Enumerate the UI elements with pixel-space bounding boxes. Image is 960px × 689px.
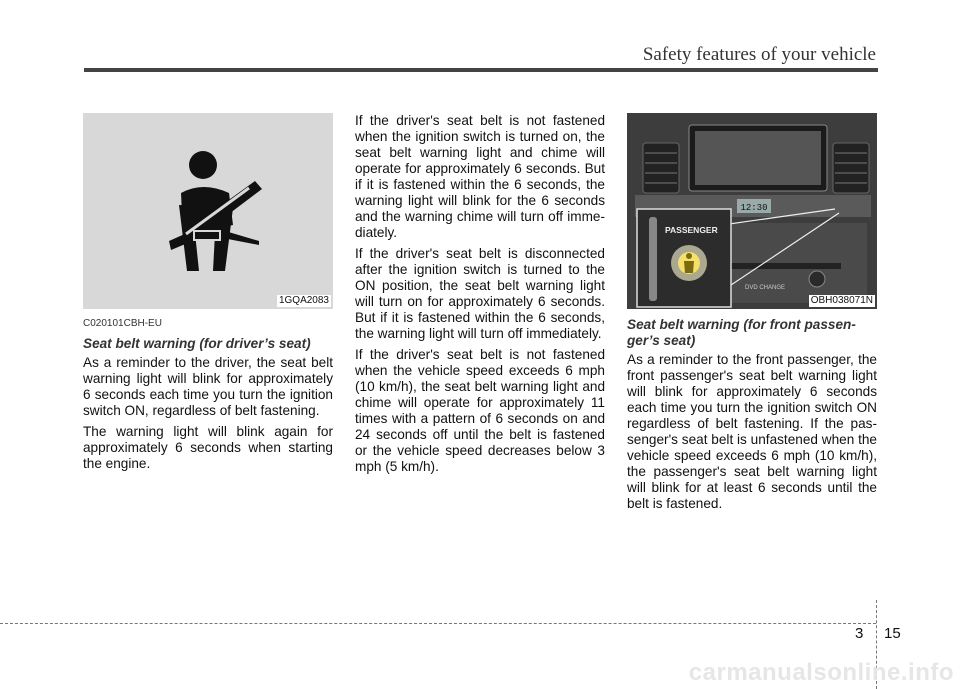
passenger-warning-figure xyxy=(627,113,877,309)
seatbelt-warning-figure xyxy=(83,113,333,309)
seatbelt-warning-icon xyxy=(83,113,333,309)
column-2 xyxy=(355,113,605,480)
paragraph: As a reminder to the front passenger, the front passenger's seat belt warning light will blink for approximately 6 seconds each time you turn the ignition switch ON regardless of belt fastening. If the pas-senger's seat belt is unfastened when the vehicle speed exceeds 6 mph (10 km/h), the passenger's seat belt warning light will blink for at least 6 seconds until the belt is fastened. xyxy=(627,352,877,511)
section-code: C020101CBH-EU xyxy=(83,318,162,329)
dashboard-illustration xyxy=(627,113,877,309)
passenger-label: PASSENGER xyxy=(665,225,718,235)
section-heading: Seat belt warning (for front passen-ger’s seat) xyxy=(627,317,856,348)
section-heading: Seat belt warning (for driver’s seat) xyxy=(83,336,311,351)
column-3 xyxy=(627,113,877,517)
figure-code: 1GQA2083 xyxy=(278,295,329,306)
paragraph: If the driver's seat belt is not fastened when the vehicle speed exceeds 6 mph (10 km/h), the seat belt warning light and chime will operate for approximately 11 times with a pattern of 6 seconds on and 24 seconds off until the belt is fastened or the vehicle speed decreases below 3 mph (5 km/h). xyxy=(355,347,605,474)
footer-rule xyxy=(0,623,876,624)
paragraph: As a reminder to the driver, the seat belt warning light will blink for approximately 6 seconds each time you turn the ignition switch ON, regardless of belt fastening. xyxy=(83,355,333,418)
dvd-change-label: DVD CHANGE xyxy=(745,285,786,291)
chapter-number: 3 xyxy=(855,625,864,642)
header-rule xyxy=(84,68,878,72)
paragraph: If the driver's seat belt is disconnected after the ignition switch is turned to the ON position, the seat belt warning light will turn on for approximately 6 seconds. But if it is fastened within the 6 seconds, the warning light will turn off immediately. xyxy=(355,246,605,341)
paragraph: If the driver's seat belt is not fastened when the ignition switch is turned on, the seat belt warning light and chime will operate for approximately 6 seconds. But if it is fastened within the 6 seconds, the warning light will blink for the 6 seconds and the warning chime will turn off imme-diately. xyxy=(355,113,605,240)
paragraph: The warning light will blink again for approximately 6 seconds when starting the engine. xyxy=(83,424,333,471)
column-1 xyxy=(83,113,333,477)
clock-readout: 12:30 xyxy=(740,203,768,213)
watermark: carmanualsonline.info xyxy=(688,659,954,686)
page-number: 15 xyxy=(884,625,901,642)
page-header-title: Safety features of your vehicle xyxy=(642,44,876,65)
figure-code: OBH038071N xyxy=(810,295,873,306)
